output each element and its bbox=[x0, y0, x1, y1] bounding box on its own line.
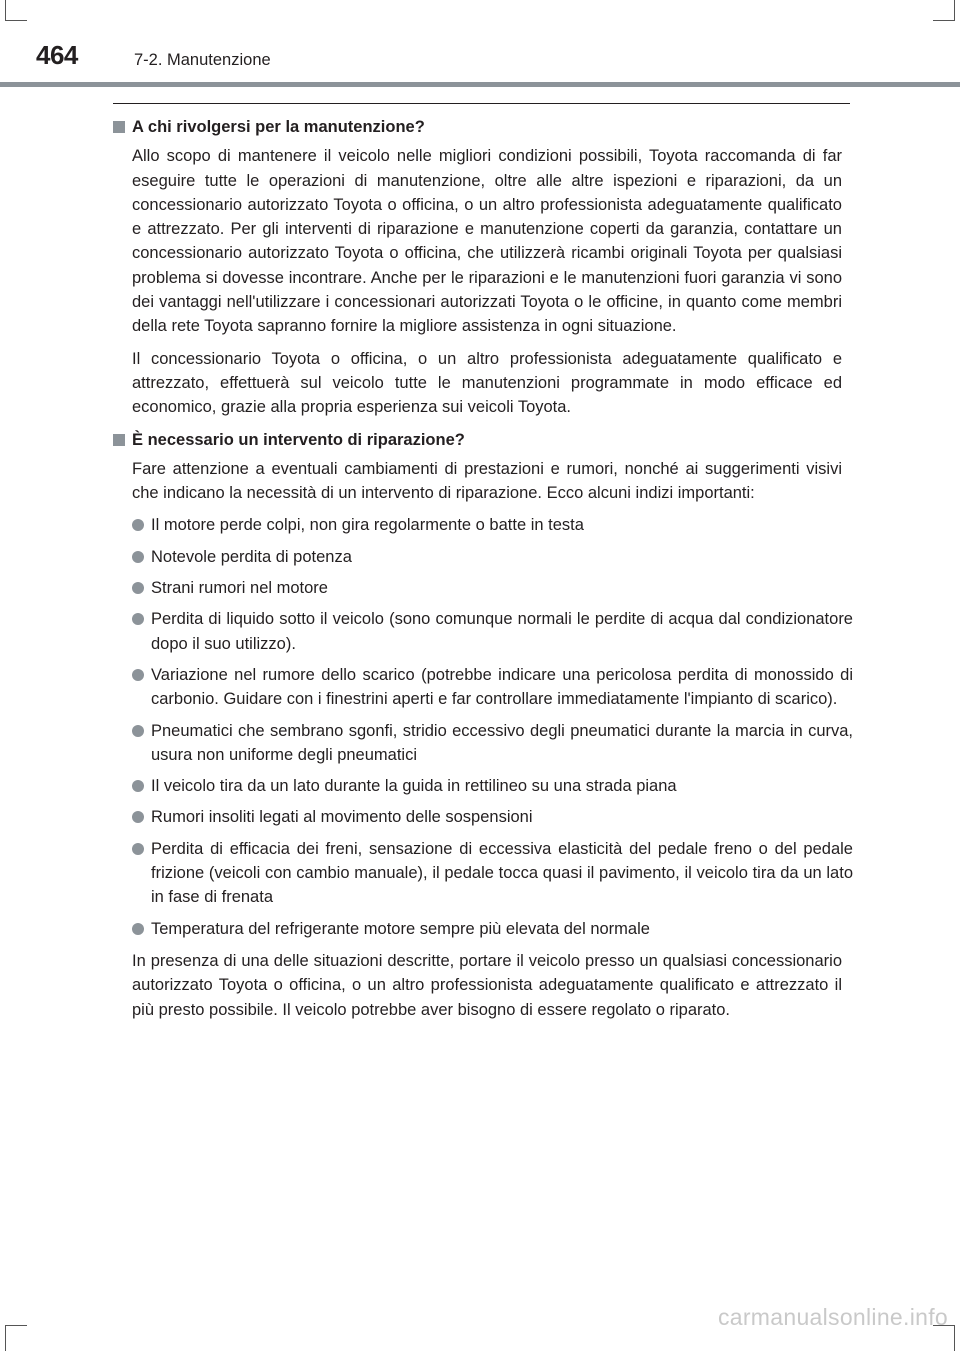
list-item-text: Perdita di liquido sotto il veicolo (sono comunque normali le perdite di acqua dal condizionatore dopo il suo utilizzo). bbox=[151, 610, 853, 653]
list-item-text: Rumori insoliti legati al movimento delle sospensioni bbox=[151, 808, 533, 827]
page-number: 464 bbox=[36, 40, 78, 70]
list-item bbox=[132, 805, 853, 829]
section-heading-text: È necessario un intervento di riparazione? bbox=[132, 430, 465, 449]
crop-mark bbox=[5, 1325, 6, 1351]
section-heading bbox=[113, 428, 853, 452]
list-item bbox=[132, 576, 853, 600]
watermark: carmanualsonline.info bbox=[717, 1304, 948, 1330]
list-item-text: Perdita di efficacia dei freni, sensazione di eccessiva elasticità del pedale freno o del pedale frizione (veicoli con cambio manuale), il pedale tocca quasi il pavimento, il veicolo tira da un lato in fase di frenata bbox=[151, 839, 853, 907]
round-bullet-icon bbox=[132, 669, 144, 681]
round-bullet-icon bbox=[132, 582, 144, 594]
body-paragraph: Fare attenzione a eventuali cambiamenti di prestazioni e rumori, nonché ai suggerimenti visivi che indicano la necessità di un intervento di riparazione. Ecco alcuni indizi importanti: bbox=[132, 459, 842, 503]
list-item bbox=[132, 774, 853, 798]
round-bullet-icon bbox=[132, 811, 144, 823]
round-bullet-icon bbox=[132, 613, 144, 625]
list-item-text: Il motore perde colpi, non gira regolarmente o batte in testa bbox=[151, 516, 584, 535]
page-content bbox=[113, 115, 853, 1030]
list-item bbox=[132, 719, 853, 768]
section-heading bbox=[113, 115, 853, 139]
symptom-list bbox=[132, 513, 853, 940]
round-bullet-icon bbox=[132, 725, 144, 737]
header-rule bbox=[0, 82, 960, 87]
list-item-text: Variazione nel rumore dello scarico (potrebbe indicare una pericolosa perdita di monossido di carbonio. Guidare con i finestrini aperti e far controllare immediatamente l'impianto di scarico). bbox=[151, 665, 853, 709]
list-item bbox=[132, 837, 853, 910]
list-item bbox=[132, 513, 853, 537]
square-bullet-icon bbox=[113, 434, 125, 446]
round-bullet-icon bbox=[132, 551, 144, 563]
list-item-text: Temperatura del refrigerante motore sempre più elevata del normale bbox=[151, 919, 650, 938]
round-bullet-icon bbox=[132, 923, 144, 935]
crop-mark bbox=[5, 1325, 27, 1326]
round-bullet-icon bbox=[132, 780, 144, 792]
list-item-text: Il veicolo tira da un lato durante la guida in rettilineo su una strada piana bbox=[151, 777, 677, 796]
list-item bbox=[132, 607, 853, 656]
page-header bbox=[0, 0, 960, 90]
round-bullet-icon bbox=[132, 519, 144, 531]
list-item-text: Strani rumori nel motore bbox=[151, 579, 328, 598]
list-item-text: Notevole perdita di potenza bbox=[151, 547, 352, 566]
section-divider bbox=[113, 103, 850, 104]
crop-mark bbox=[954, 1325, 955, 1351]
round-bullet-icon bbox=[132, 843, 144, 855]
body-paragraph: Il concessionario Toyota o officina, o un altro professionista adeguatamente qualificato e attrezzato, effettuerà sul veicolo tutte le manutenzioni programmate in modo efficace ed economico, grazie alla propria esperienza sui veicoli Toyota. bbox=[132, 349, 842, 417]
body-paragraph: In presenza di una delle situazioni descritte, portare il veicolo presso un qualsiasi concessionario autorizzato Toyota o officina, o un altro professionista adeguatamente qualificato e attrezzato il più presto possibile. Il veicolo potrebbe aver bisogno di essere regolato o riparato. bbox=[132, 951, 842, 1019]
section-title: 7-2. Manutenzione bbox=[134, 51, 271, 69]
section-heading-text: A chi rivolgersi per la manutenzione? bbox=[132, 118, 425, 136]
list-item bbox=[132, 663, 853, 712]
list-item-text: Pneumatici che sembrano sgonfi, stridio eccessivo degli pneumatici durante la marcia in curva, usura non uniforme degli pneumatici bbox=[151, 721, 853, 764]
square-bullet-icon bbox=[113, 121, 125, 133]
list-item bbox=[132, 917, 853, 941]
list-item bbox=[132, 545, 853, 569]
body-paragraph: Allo scopo di mantenere il veicolo nelle migliori condizioni possibili, Toyota raccomanda di far eseguire tutte le operazioni di manutenzione, oltre alle altre ispezioni e riparazioni, da un concessionario autorizzato Toyota o officina, o un altro professionista adeguatamente qualificato e attrezzato. Per gli interventi di riparazione e manutenzione coperti da garanzia, contattare un concessionario autorizzato Toyota o officina, che utilizzerà ricambi originali Toyota per qualsiasi problema si dovesse incontrare. Anche per le riparazioni e le manutenzioni fuori garanzia vi sono dei vantaggi nell'utilizzare i concessionari autorizzati Toyota o le officine, in quanto come membri della rete Toyota sapranno fornire la migliore assistenza in ogni situazione. bbox=[132, 147, 842, 336]
